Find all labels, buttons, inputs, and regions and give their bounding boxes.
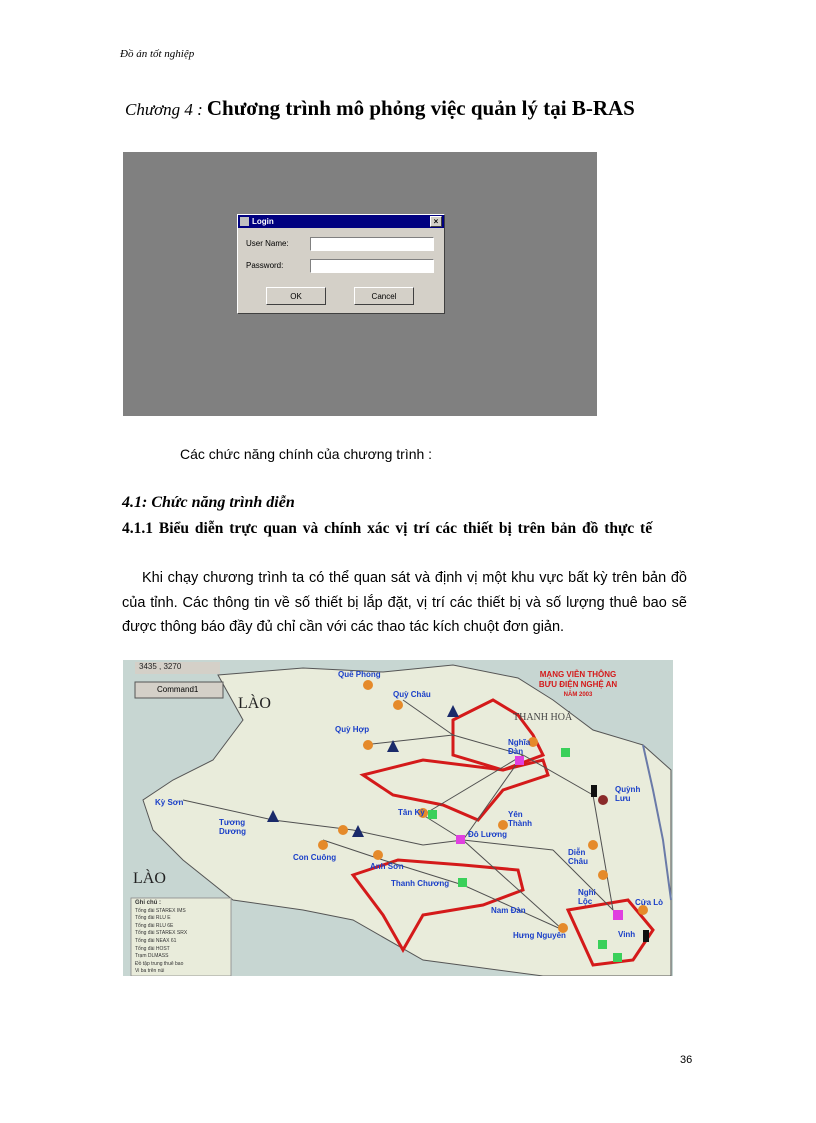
close-icon[interactable]: × [430, 216, 442, 227]
dialog-title: Login [252, 217, 274, 226]
map-title-line3: NĂM 2003 [563, 692, 593, 698]
place-label: Quỳ Hợp [335, 725, 370, 734]
chapter-title [125, 96, 635, 121]
legend-item: Tổng đài HOST [135, 945, 170, 952]
place-label: Vinh [618, 930, 636, 939]
chapter-label: Chương 4 : [125, 100, 203, 119]
place-label: Tương Dương [219, 818, 247, 836]
place-label: Diễn Châu [568, 848, 588, 866]
chapter-heading: Chương trình mô phỏng việc quản lý tại B-RAS [206, 96, 635, 120]
password-field[interactable] [310, 259, 434, 273]
section-4-1-1-heading: 4.1.1 Biểu diễn trực quan và chính xác vị trí các thiết bị trên bản đồ thực tế [122, 520, 653, 537]
app-icon [240, 217, 249, 226]
place-label: Kỳ Sơn [155, 798, 184, 807]
page-number: 36 [680, 1054, 693, 1066]
section-4-1-heading: 4.1: Chức năng trình diễn [122, 494, 295, 511]
legend-item: Đồ tập trung thuê bao [135, 960, 184, 967]
place-label: Con Cuông [293, 853, 337, 862]
login-screenshot [123, 152, 597, 416]
map-title [513, 670, 643, 700]
place-label: Nghĩa Đàn [508, 738, 531, 756]
password-label: Password: [246, 261, 284, 270]
ok-button[interactable]: OK [266, 287, 326, 305]
dialog-titlebar [238, 215, 444, 228]
cancel-button[interactable]: Cancel [354, 287, 414, 305]
legend-item: Tổng đài RLU 6E [135, 922, 174, 929]
legend-item: Vi ba trên núi [135, 968, 165, 975]
country-label-south: LÀO [133, 870, 166, 887]
place-label: Nghi Lộc [578, 888, 596, 906]
province-label: THANH HOÁ [513, 712, 573, 723]
running-header: Đồ án tốt nghiệp [120, 48, 195, 60]
place-label: Hưng Nguyên [513, 931, 566, 940]
section-4-1-1-body: Khi chạy chương trình ta có thể quan sát và định vị một khu vực bất kỳ trên bản đồ của tỉnh. Các thông tin về số thiết bị lắp đặt, vị trí các thiết bị và số lượng thuê bao sẽ được thông báo đầy đủ chỉ cần với các thao tác kích chuột đơn giản. [122, 570, 687, 635]
legend-item: Tổng đài NEAX 61 [135, 937, 177, 944]
legend-item: Tổng đài STAREX SRX [135, 930, 188, 937]
intro-text: Các chức năng chính của chương trình : [180, 446, 433, 462]
place-label: Quế Phong [338, 670, 381, 679]
legend-item: Tổng đài RLU E [135, 915, 171, 922]
place-label: Đô Lương [468, 830, 508, 839]
username-label: User Name: [246, 239, 289, 248]
legend-title: Ghi chú : [135, 900, 161, 906]
legend-item: Trạm DLMASS [135, 953, 169, 960]
login-dialog [237, 214, 445, 314]
map-coords: 3435 , 3270 [139, 662, 182, 671]
place-label: Yên Thành [508, 810, 532, 828]
map-command-label[interactable]: Command1 [157, 685, 199, 694]
place-label: Tân Kỳ [398, 808, 425, 817]
place-label: Quỳ Châu [393, 690, 431, 699]
legend-item: Tổng đài STAREX IMS [135, 907, 186, 914]
network-map [123, 660, 673, 976]
place-label: Thanh Chương [391, 879, 450, 888]
map-legend [135, 900, 231, 976]
username-field[interactable] [310, 237, 434, 251]
map-title-line1: MẠNG VIỄN THÔNG [539, 670, 617, 679]
map-title-line2: BƯU ĐIỆN NGHỆ AN [538, 680, 618, 689]
place-label: Anh Sơn [370, 862, 404, 871]
place-label: Quỳnh Lưu [615, 785, 641, 803]
place-label: Nam Đàn [491, 906, 526, 915]
country-label-north: LÀO [238, 695, 271, 712]
place-label: Cửa Lò [635, 898, 664, 907]
